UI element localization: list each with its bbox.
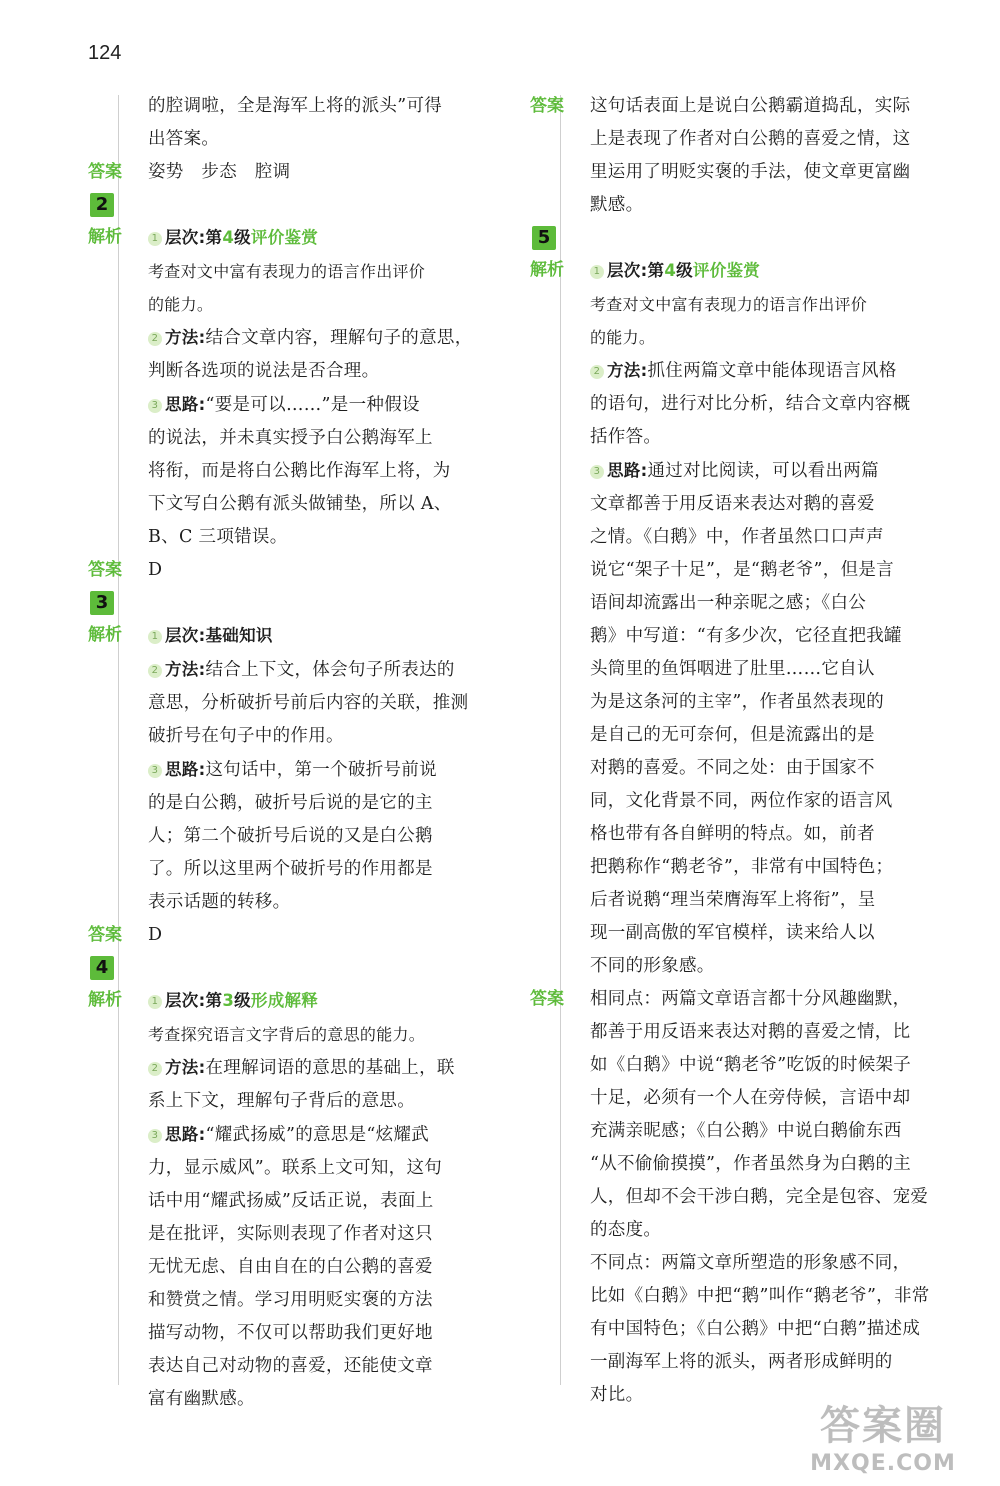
q4-answer-row (530, 90, 950, 222)
text-line: 判断各选项的说法是否合理。 (148, 361, 380, 381)
analysis-label: 解析 (530, 260, 564, 280)
answer-text: D (148, 925, 163, 945)
text-line: 鹅》中写道：“有多少次，它径直把我罐 (590, 626, 902, 646)
q2-answer-row (88, 554, 498, 587)
text-line: 的腔调啦，全是海军上将的派头”可得 (148, 96, 443, 116)
step-2-icon: 2 (148, 1062, 162, 1076)
text-line: 有中国特色；《白公鹅》中把“白鹅”描述成 (590, 1319, 921, 1339)
text-line: 为是这条河的主宰”，作者虽然表现的 (590, 692, 885, 712)
level-line: 1 层次:第4级评价鉴赏 (148, 221, 498, 255)
text-line: 说它“架子十足”，是“鹅老爷”，但是言 (590, 560, 894, 580)
answer-text: 姿势 步态 腔调 (148, 162, 291, 182)
text-line: 对鹅的喜爱。不同之处：由于国家不 (590, 758, 875, 778)
text-line: 的能力。 (148, 295, 214, 314)
text-line: 将衔，而是将白公鹅比作海军上将，为 (148, 461, 451, 481)
text-line: 的语句，进行对比分析，结合文章内容概 (590, 394, 911, 414)
watermark-logo-text: 答案圈 (820, 1403, 946, 1449)
step-2-icon: 2 (590, 365, 604, 379)
answer-label: 答案 (88, 560, 122, 580)
text-line: 格也带有各自鲜明的特点。如，前者 (590, 824, 875, 844)
step-2-icon: 2 (148, 664, 162, 678)
text-line: 括作答。 (590, 427, 662, 447)
text-line: 现一副高傲的军官模样，读来给人以 (590, 923, 875, 943)
step-1-icon: 1 (148, 630, 162, 644)
text-line: 不同的形象感。 (590, 956, 715, 976)
answer-label: 答案 (530, 989, 564, 1009)
text-line: 和赞赏之情。学习用明贬实褒的方法 (148, 1290, 433, 1310)
analysis-label: 解析 (88, 227, 122, 247)
q5-analysis (530, 254, 950, 983)
text-line: “从不偷偷摸摸”，作者虽然身为白鹅的主 (590, 1154, 912, 1174)
question-number-badge: 4 (88, 952, 498, 984)
method-line: 2 方法:抓住两篇文章中能体现语言风格 (590, 354, 950, 388)
text-line: 同，文化背景不同，两位作家的语言风 (590, 791, 893, 811)
text-line: 把鹅称作“鹅老爷”，非常有中国特色； (590, 857, 894, 877)
page-number: 124 (88, 42, 122, 64)
text-line: 里运用了明贬实褒的手法，使文章更富幽 (590, 162, 911, 182)
text-line: 比如《白鹅》中把“鹅”叫作“鹅老爷”，非常 (590, 1286, 930, 1306)
q1-analysis-continued (88, 90, 498, 156)
method-line: 2 方法:结合上下文，体会句子所表达的 (148, 653, 498, 687)
right-column (530, 90, 950, 1412)
step-3-icon: 3 (148, 764, 162, 778)
text-line: 相同点：两篇文章语言都十分风趣幽默， (590, 989, 911, 1009)
text-line: 语间却流露出一种亲昵之感；《白公 (590, 593, 867, 613)
text-line: 头筒里的鱼饵咽进了肚里……它自认 (590, 659, 875, 679)
text-line: 人；第二个破折号后说的又是白公鹅 (148, 826, 433, 846)
text-line: 富有幽默感。 (148, 1389, 255, 1409)
text-line: 无忧无虑、自由自在的白公鹅的喜爱 (148, 1257, 433, 1277)
text-line: 上是表现了作者对白公鹅的喜爱之情，这 (590, 129, 911, 149)
text-line: 破折号在句子中的作用。 (148, 726, 344, 746)
watermark (788, 1394, 978, 1476)
q4-analysis (88, 984, 498, 1416)
text-line: 这句话表面上是说白公鹅霸道捣乱，实际 (590, 96, 911, 116)
text-line: 是自己的无可奈何，但是流露出的是 (590, 725, 875, 745)
text-line: 下文写白公鹅有派头做铺垫，所以 A、 (148, 494, 452, 514)
text-line: 的说法，并未真实授予白公鹅海军上 (148, 428, 433, 448)
text-line: 如《白鹅》中说“鹅老爷”吃饭的时候架子 (590, 1055, 912, 1075)
watermark-url: MXQE.COM (810, 1451, 956, 1476)
q3-answer-row (88, 919, 498, 952)
step-1-icon: 1 (148, 232, 162, 246)
text-line: 一副海军上将的派头，两者形成鲜明的 (590, 1352, 893, 1372)
think-line: 3 思路:“要是可以……”是一种假设 (148, 388, 498, 422)
text-line: 人，但却不会干涉白鹅，完全是包容、宠爱 (590, 1187, 929, 1207)
text-line: 的能力。 (590, 328, 656, 347)
q3-analysis (88, 619, 498, 919)
left-column (88, 90, 498, 1416)
step-2-icon: 2 (148, 332, 162, 346)
text-line: 力，显示威风”。联系上文可知，这句 (148, 1158, 443, 1178)
text-line: 考查对文中富有表现力的语言作出评价 (148, 262, 426, 281)
text-line: 充满亲昵感；《白公鹅》中说白鹅偷东西 (590, 1121, 902, 1141)
text-line: 是在批评，实际则表现了作者对这只 (148, 1224, 433, 1244)
q5-answer-row (530, 983, 950, 1412)
question-number-badge: 3 (88, 587, 498, 619)
text-line: 表达自己对动物的喜爱，还能使文章 (148, 1356, 433, 1376)
think-line: 3 思路:通过对比阅读，可以看出两篇 (590, 454, 950, 488)
text-line: 不同点：两篇文章所塑造的形象感不同， (590, 1253, 911, 1273)
answer-label: 答案 (88, 925, 122, 945)
level-line: 1 层次:第3级形成解释 (148, 984, 498, 1018)
answer-text: D (148, 560, 163, 580)
step-1-icon: 1 (590, 265, 604, 279)
method-line: 2 方法:在理解词语的意思的基础上，联 (148, 1051, 498, 1085)
text-line: 考查对文中富有表现力的语言作出评价 (590, 295, 868, 314)
text-line: 话中用“耀武扬威”反话正说，表面上 (148, 1191, 434, 1211)
question-number-badge: 2 (88, 189, 498, 221)
text-line: 默感。 (590, 195, 644, 215)
text-line: 的态度。 (590, 1220, 662, 1240)
step-1-icon: 1 (148, 995, 162, 1009)
text-line: 的是白公鹅，破折号后说的是它的主 (148, 793, 433, 813)
text-line: 对比。 (590, 1385, 644, 1405)
level-line: 1 层次:基础知识 (148, 619, 498, 653)
level-line: 1 层次:第4级评价鉴赏 (590, 254, 950, 288)
text-line: 十足，必须有一个人在旁侍候，言语中却 (590, 1088, 911, 1108)
text-line: 之情。《白鹅》中，作者虽然口口声声 (590, 527, 884, 547)
text-line: 后者说鹅“理当荣膺海军上将衔”，呈 (590, 890, 876, 910)
analysis-label: 解析 (88, 625, 122, 645)
text-line: 出答案。 (148, 129, 220, 149)
text-line: 文章都善于用反语来表达对鹅的喜爱 (590, 494, 875, 514)
answer-label: 答案 (88, 162, 122, 182)
text-line: 描写动物，不仅可以帮助我们更好地 (148, 1323, 433, 1343)
text-line: 系上下文，理解句子背后的意思。 (148, 1091, 415, 1111)
q1-answer-row (88, 156, 498, 189)
q2-analysis (88, 221, 498, 554)
text-line: 意思，分析破折号前后内容的关联，推测 (148, 693, 469, 713)
text-line: B、C 三项错误。 (148, 527, 288, 547)
think-line: 3 思路:这句话中，第一个破折号前说 (148, 753, 498, 787)
think-line: 3 思路:“耀武扬威”的意思是“炫耀武 (148, 1118, 498, 1152)
text-line: 表示话题的转移。 (148, 892, 291, 912)
answer-label: 答案 (530, 96, 564, 116)
analysis-label: 解析 (88, 990, 122, 1010)
method-line: 2 方法:结合文章内容，理解句子的意思， (148, 321, 498, 355)
step-3-icon: 3 (148, 399, 162, 413)
step-3-icon: 3 (590, 465, 604, 479)
question-number-badge: 5 (530, 222, 950, 254)
text-line: 考查探究语言文字背后的意思的能力。 (148, 1025, 426, 1044)
text-line: 都善于用反语来表达对鹅的喜爱之情，比 (590, 1022, 911, 1042)
step-3-icon: 3 (148, 1129, 162, 1143)
text-line: 了。所以这里两个破折号的作用都是 (148, 859, 433, 879)
